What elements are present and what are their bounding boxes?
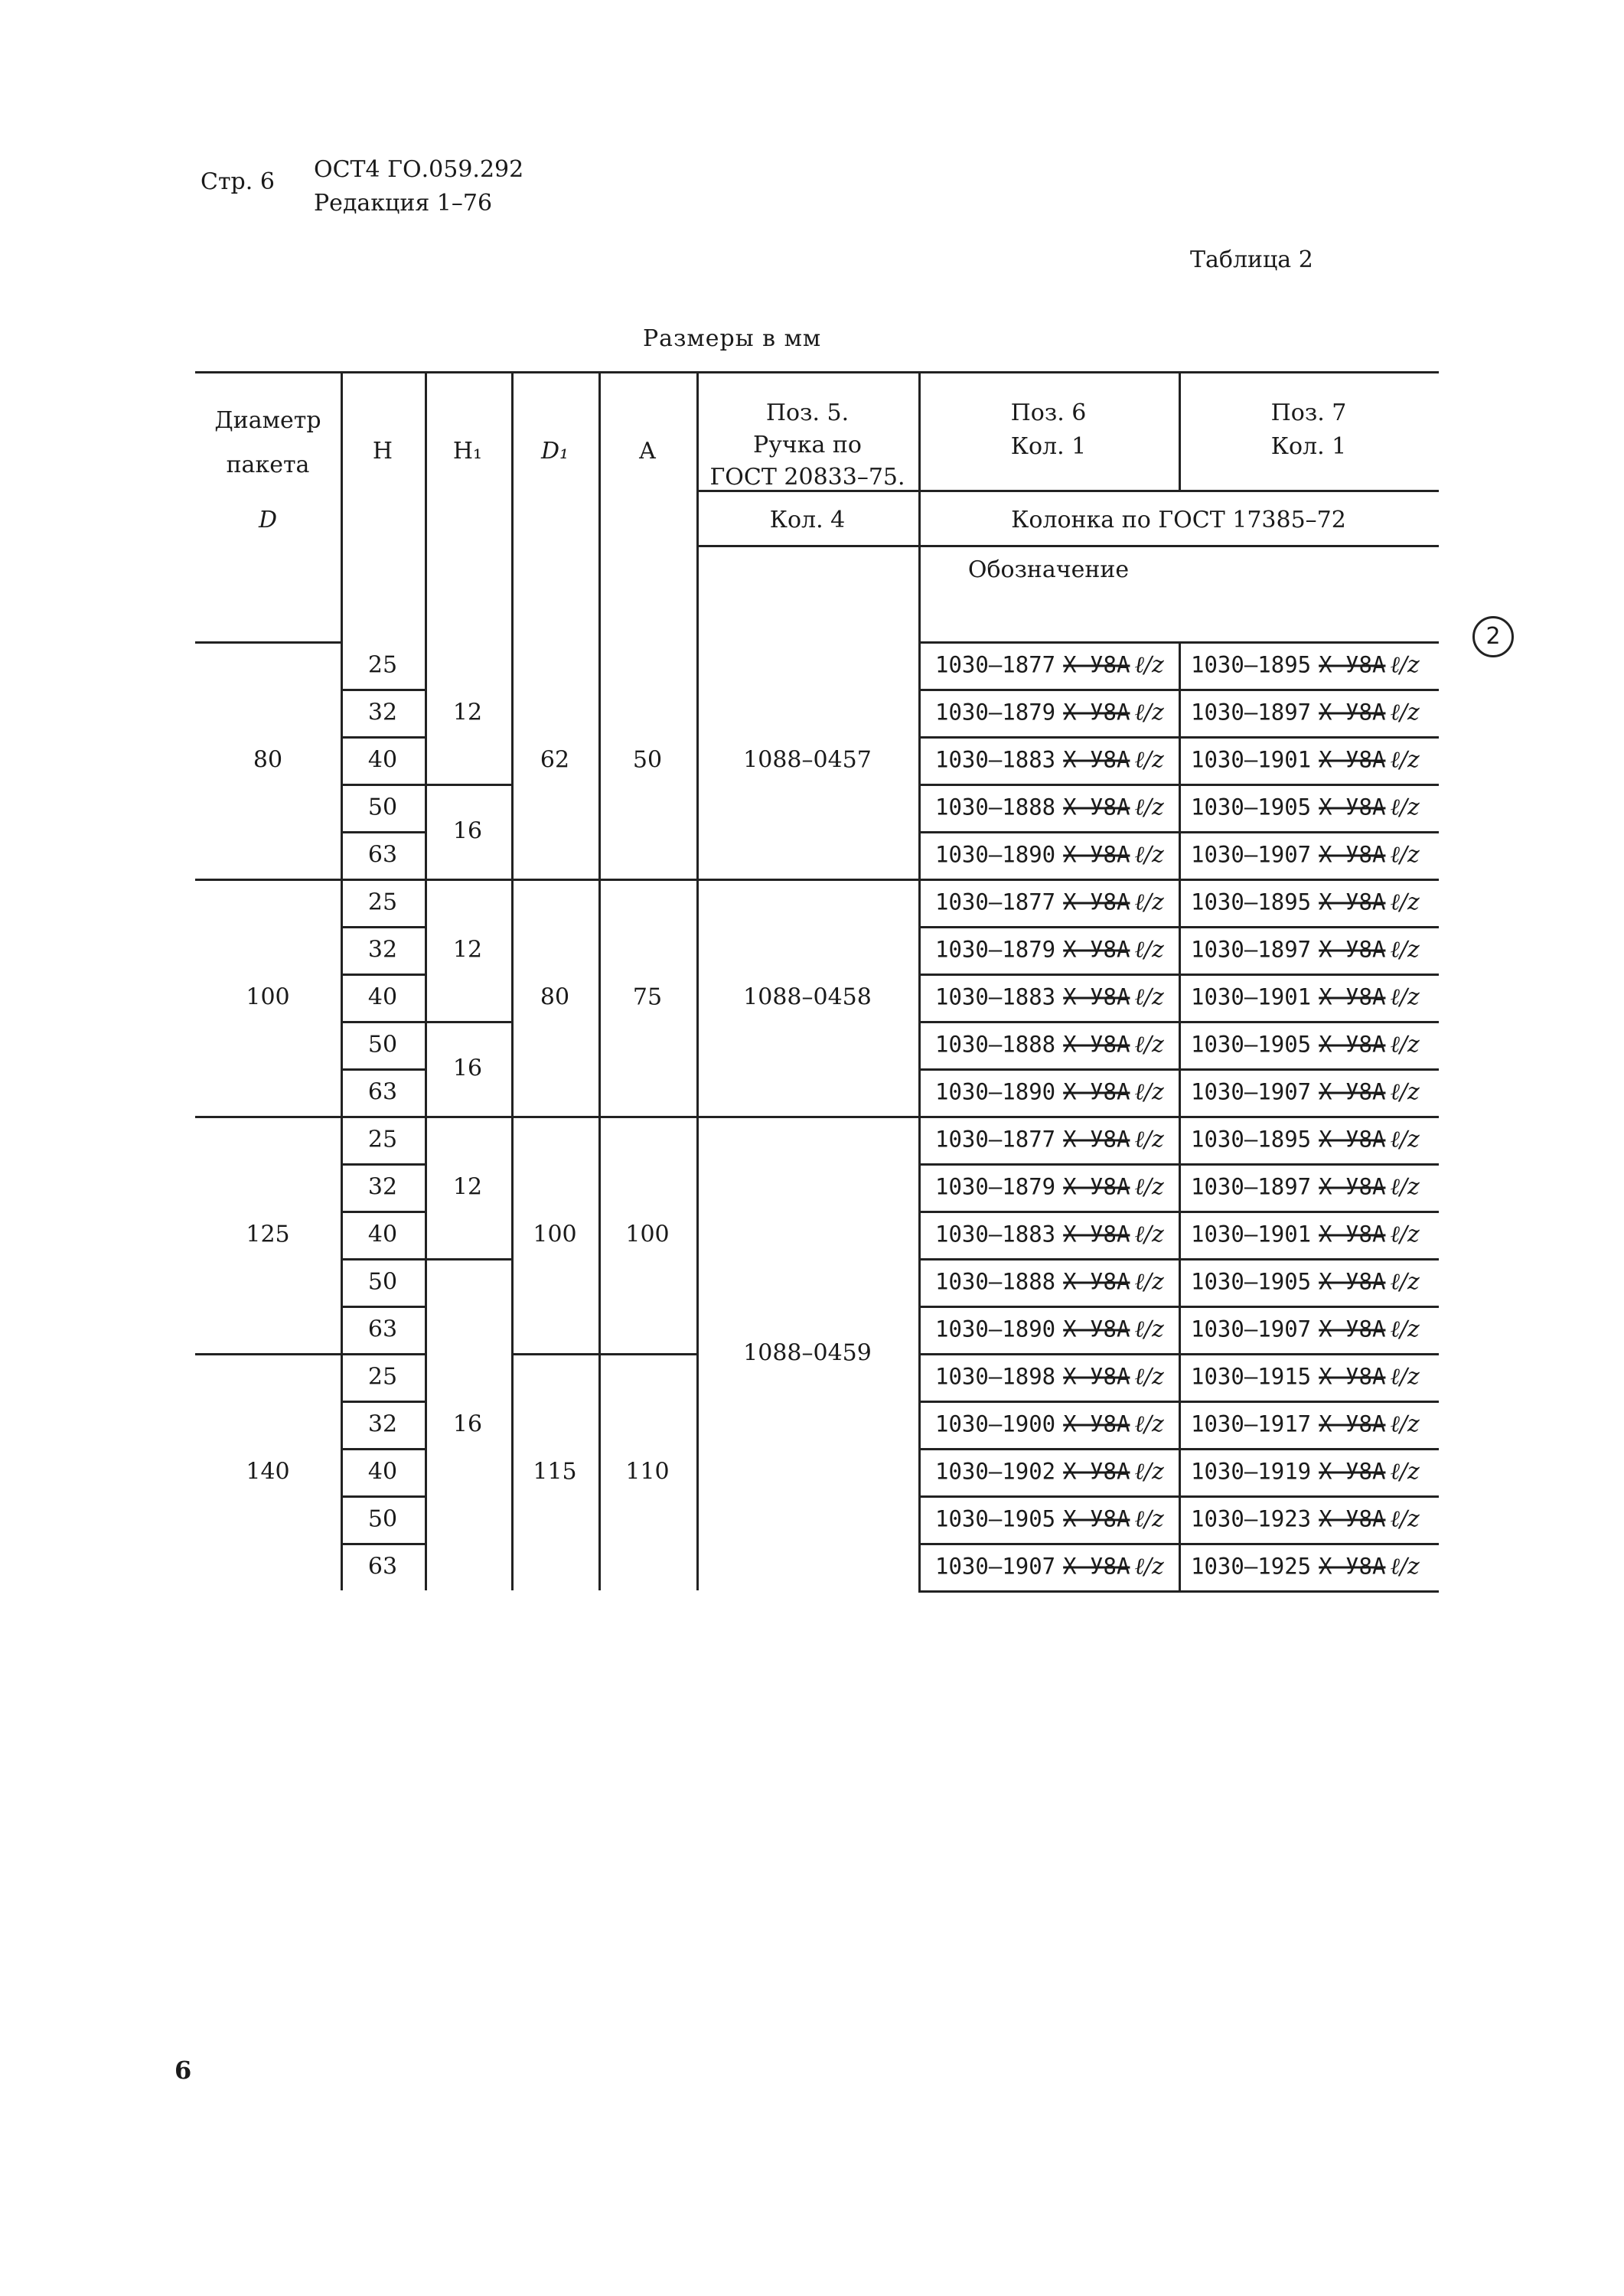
struck-material: Х У8А <box>1319 794 1386 820</box>
designation-code: 1030–1905 <box>1191 1268 1312 1295</box>
struck-material: Х У8А <box>1319 1268 1386 1295</box>
column-header-diameter: пакета <box>226 452 310 478</box>
column-header-pos7: Поз. 7 <box>1270 400 1347 426</box>
group-rule <box>195 1353 341 1355</box>
struck-material: Х У8А <box>1063 1411 1130 1437</box>
correction-mark: ℓ/z <box>1390 1411 1420 1438</box>
designation-code: 1030–1890 <box>935 841 1056 868</box>
designation-code: 1030–1877 <box>935 1126 1056 1153</box>
row-rule <box>341 1211 425 1213</box>
designation-code: 1030–1898 <box>935 1363 1056 1390</box>
column-header-d1: D₁ <box>540 438 569 465</box>
group-rule <box>195 1116 341 1118</box>
correction-mark: ℓ/z <box>1134 699 1164 726</box>
h1-rule <box>425 784 511 786</box>
correction-mark: ℓ/z <box>1390 1458 1420 1486</box>
correction-mark: ℓ/z <box>1134 746 1164 774</box>
row-rule <box>918 1211 1439 1213</box>
struck-material: Х У8А <box>1319 1221 1386 1247</box>
struck-material: Х У8А <box>1063 1031 1130 1058</box>
cell-pos6 <box>935 747 1164 774</box>
group-rule <box>511 1353 696 1355</box>
column-header-h: H <box>372 438 393 465</box>
correction-mark: ℓ/z <box>1134 1316 1164 1343</box>
cell-pos6 <box>935 794 1164 821</box>
row-rule <box>918 1116 1439 1118</box>
table-top-rule <box>195 371 1439 373</box>
cell-h: 63 <box>367 1078 398 1106</box>
cell-pos6 <box>935 937 1164 964</box>
struck-material: Х У8А <box>1319 889 1386 915</box>
cell-h: 32 <box>367 936 398 964</box>
table-rule <box>511 371 514 1590</box>
correction-mark: ℓ/z <box>1390 936 1420 964</box>
designation-code: 1030–1902 <box>935 1458 1056 1485</box>
struck-material: Х У8А <box>1319 651 1386 678</box>
correction-mark: ℓ/z <box>1390 1553 1420 1580</box>
correction-mark: ℓ/z <box>1390 983 1420 1011</box>
designation-code: 1030–1888 <box>935 1268 1056 1295</box>
row-rule <box>341 1258 425 1261</box>
row-rule <box>918 689 1439 691</box>
struck-material: Х У8А <box>1319 1078 1386 1105</box>
struck-material: Х У8А <box>1063 983 1130 1010</box>
struck-material: Х У8А <box>1319 983 1386 1010</box>
cell-pos7 <box>1191 700 1420 726</box>
cell-a: 100 <box>625 1221 670 1248</box>
cell-h: 40 <box>367 1458 398 1486</box>
designation-code: 1030–1895 <box>1191 651 1312 678</box>
cell-pos7 <box>1191 1316 1420 1343</box>
correction-mark: ℓ/z <box>1390 746 1420 774</box>
row-rule <box>341 926 425 928</box>
row-rule <box>341 1495 425 1498</box>
correction-mark: ℓ/z <box>1134 1411 1164 1438</box>
correction-mark: ℓ/z <box>1390 1173 1420 1201</box>
struck-material: Х У8А <box>1063 746 1130 773</box>
cell-pos6 <box>935 1364 1164 1391</box>
designation-code: 1030–1895 <box>1191 889 1312 915</box>
column-header-pos5: ГОСТ 20833–75. <box>709 464 905 491</box>
cell-pos6 <box>935 1411 1164 1438</box>
struck-material: Х У8А <box>1063 889 1130 915</box>
cell-h: 63 <box>367 841 398 869</box>
cell-diameter: 100 <box>246 983 290 1011</box>
correction-mark: ℓ/z <box>1134 651 1164 679</box>
correction-mark: ℓ/z <box>1134 1221 1164 1248</box>
designation-code: 1030–1895 <box>1191 1126 1312 1153</box>
cell-pos7 <box>1191 1079 1420 1106</box>
row-rule <box>918 1306 1439 1308</box>
cell-h: 50 <box>367 1268 398 1296</box>
struck-material: Х У8А <box>1319 841 1386 868</box>
cell-pos7 <box>1191 984 1420 1011</box>
designation-code: 1030–1917 <box>1191 1411 1312 1437</box>
struck-material: Х У8А <box>1063 1553 1130 1580</box>
designation-code: 1030–1877 <box>935 889 1056 915</box>
cell-h: 25 <box>367 889 398 916</box>
correction-mark: ℓ/z <box>1134 1363 1164 1391</box>
struck-material: Х У8А <box>1063 699 1130 726</box>
struck-material: Х У8А <box>1063 1458 1130 1485</box>
cell-h: 32 <box>367 1173 398 1201</box>
header-rule-pos <box>918 490 1439 492</box>
correction-mark: ℓ/z <box>1390 1316 1420 1343</box>
cell-pos6 <box>935 1554 1164 1580</box>
designation-code: 1030–1883 <box>935 1221 1056 1247</box>
designation-code: 1030–1879 <box>935 936 1056 963</box>
column-header-diameter-symbol: D <box>258 507 278 533</box>
correction-mark: ℓ/z <box>1134 841 1164 869</box>
struck-material: Х У8А <box>1063 1078 1130 1105</box>
units-caption: Размеры в мм <box>643 325 822 352</box>
row-rule <box>918 879 1439 881</box>
designation-code: 1030–1883 <box>935 983 1056 1010</box>
cell-pos7 <box>1191 1221 1420 1248</box>
struck-material: Х У8А <box>1063 1126 1130 1153</box>
column-header-designation: Обозначение <box>967 556 1130 583</box>
cell-d1: 115 <box>533 1458 577 1486</box>
correction-mark: ℓ/z <box>1390 1126 1420 1153</box>
correction-mark: ℓ/z <box>1134 1078 1164 1106</box>
group-rule <box>341 1116 918 1118</box>
correction-mark: ℓ/z <box>1134 936 1164 964</box>
designation-code: 1030–1890 <box>935 1078 1056 1105</box>
cell-pos6 <box>935 1032 1164 1058</box>
column-header-pos7: Кол. 1 <box>1270 433 1347 460</box>
column-header-pos6: Поз. 6 <box>1010 400 1087 426</box>
row-rule <box>341 1306 425 1308</box>
designation-code: 1030–1883 <box>935 746 1056 773</box>
correction-mark: ℓ/z <box>1390 1268 1420 1296</box>
designation-code: 1030–1905 <box>1191 794 1312 820</box>
cell-a: 110 <box>625 1458 670 1486</box>
struck-material: Х У8А <box>1063 841 1130 868</box>
row-rule <box>918 736 1439 739</box>
header-rule-std <box>696 545 1439 547</box>
designation-code: 1030–1890 <box>935 1316 1056 1342</box>
cell-pos7 <box>1191 1174 1420 1201</box>
cell-d1: 80 <box>540 983 570 1011</box>
correction-mark: ℓ/z <box>1134 1268 1164 1296</box>
column-header-pos5: Ручка по <box>753 432 862 458</box>
designation-code: 1030–1905 <box>935 1505 1056 1532</box>
designation-code: 1030–1907 <box>1191 1316 1312 1342</box>
cell-h: 50 <box>367 1031 398 1058</box>
cell-h: 50 <box>367 1505 398 1533</box>
table-rule <box>696 371 699 1590</box>
struck-material: Х У8А <box>1319 1173 1386 1200</box>
designation-code: 1030–1901 <box>1191 1221 1312 1247</box>
cell-pos7 <box>1191 1459 1420 1486</box>
cell-pos7 <box>1191 1269 1420 1296</box>
struck-material: Х У8А <box>1319 1553 1386 1580</box>
row-rule <box>341 1353 425 1355</box>
correction-mark: ℓ/z <box>1390 1363 1420 1391</box>
designation-code: 1030–1888 <box>935 794 1056 820</box>
correction-mark: ℓ/z <box>1134 794 1164 821</box>
struck-material: Х У8А <box>1319 699 1386 726</box>
designation-code: 1030–1907 <box>935 1553 1056 1580</box>
row-rule <box>918 974 1439 976</box>
correction-mark: ℓ/z <box>1390 889 1420 916</box>
correction-mark: ℓ/z <box>1134 1031 1164 1058</box>
table-rule <box>918 371 921 1590</box>
column-header-h1: H₁ <box>452 438 483 465</box>
row-rule <box>918 1021 1439 1023</box>
correction-mark: ℓ/z <box>1134 1505 1164 1533</box>
cell-pos7 <box>1191 1506 1420 1533</box>
designation-code: 1030–1915 <box>1191 1363 1312 1390</box>
cell-pos6 <box>935 1269 1164 1296</box>
cell-handle: 1088–0458 <box>743 983 872 1011</box>
row-rule <box>918 926 1439 928</box>
cell-d1: 62 <box>540 746 570 774</box>
table-rule <box>1179 371 1181 490</box>
cell-h: 63 <box>367 1316 398 1343</box>
row-rule <box>918 1401 1439 1403</box>
correction-mark: ℓ/z <box>1134 889 1164 916</box>
cell-pos6 <box>935 1127 1164 1153</box>
designation-code: 1030–1897 <box>1191 1173 1312 1200</box>
row-rule <box>341 831 425 833</box>
designation-code: 1030–1877 <box>935 651 1056 678</box>
cell-pos7 <box>1191 937 1420 964</box>
cell-pos7 <box>1191 794 1420 821</box>
cell-pos7 <box>1191 842 1420 869</box>
designation-code: 1030–1901 <box>1191 746 1312 773</box>
struck-material: Х У8А <box>1063 1221 1130 1247</box>
designation-code: 1030–1888 <box>935 1031 1056 1058</box>
struck-material: Х У8А <box>1319 1316 1386 1342</box>
cell-pos6 <box>935 1459 1164 1486</box>
cell-h: 40 <box>367 1221 398 1248</box>
struck-material: Х У8А <box>1063 1173 1130 1200</box>
cell-a: 50 <box>632 746 663 774</box>
cell-pos7 <box>1191 1127 1420 1153</box>
cell-pos7 <box>1191 1364 1420 1391</box>
cell-h: 25 <box>367 1363 398 1391</box>
cell-h: 50 <box>367 794 398 821</box>
struck-material: Х У8А <box>1319 1505 1386 1532</box>
cell-h: 40 <box>367 983 398 1011</box>
h1-rule <box>425 1258 511 1261</box>
cell-pos6 <box>935 1079 1164 1106</box>
row-rule <box>341 1401 425 1403</box>
designation-code: 1030–1925 <box>1191 1553 1312 1580</box>
struck-material: Х У8А <box>1063 1268 1130 1295</box>
correction-mark: ℓ/z <box>1390 841 1420 869</box>
correction-mark: ℓ/z <box>1390 1031 1420 1058</box>
cell-h: 63 <box>367 1553 398 1580</box>
correction-mark: ℓ/z <box>1390 1505 1420 1533</box>
designation-code: 1030–1897 <box>1191 699 1312 726</box>
cell-pos6 <box>935 1316 1164 1343</box>
correction-mark: ℓ/z <box>1134 983 1164 1011</box>
row-rule <box>918 1353 1439 1355</box>
row-rule <box>918 784 1439 786</box>
cell-h1: 16 <box>452 1411 483 1438</box>
column-header-standard: Колонка по ГОСТ 17385–72 <box>1011 507 1346 533</box>
correction-mark: ℓ/z <box>1134 1173 1164 1201</box>
struck-material: Х У8А <box>1319 936 1386 963</box>
struck-material: Х У8А <box>1063 936 1130 963</box>
column-header-diameter: Диаметр <box>214 407 321 434</box>
correction-mark: ℓ/z <box>1390 699 1420 726</box>
cell-h: 25 <box>367 651 398 679</box>
cell-diameter: 125 <box>246 1221 290 1248</box>
struck-material: Х У8А <box>1063 1316 1130 1342</box>
struck-material: Х У8А <box>1063 651 1130 678</box>
cell-h: 40 <box>367 746 398 774</box>
doc-header <box>314 153 523 220</box>
cell-pos7 <box>1191 1411 1420 1438</box>
cell-pos6 <box>935 889 1164 916</box>
cell-pos7 <box>1191 1032 1420 1058</box>
cell-d1: 100 <box>533 1221 577 1248</box>
correction-mark: ℓ/z <box>1390 1078 1420 1106</box>
row-rule <box>918 1258 1439 1261</box>
cell-h: 32 <box>367 1411 398 1438</box>
struck-material: Х У8А <box>1319 1458 1386 1485</box>
designation-code: 1030–1907 <box>1191 1078 1312 1105</box>
page-label: Стр. 6 <box>201 168 275 195</box>
correction-mark: ℓ/z <box>1134 1553 1164 1580</box>
column-header-a: A <box>639 438 656 465</box>
struck-material: Х У8А <box>1063 1505 1130 1532</box>
row-rule <box>918 1068 1439 1071</box>
row-rule <box>341 689 425 691</box>
struck-material: Х У8А <box>1319 1411 1386 1437</box>
struck-material: Х У8А <box>1063 1363 1130 1390</box>
cell-pos6 <box>935 1506 1164 1533</box>
row-rule <box>918 831 1439 833</box>
designation-code: 1030–1905 <box>1191 1031 1312 1058</box>
group-rule <box>341 879 918 881</box>
row-rule <box>341 974 425 976</box>
table-rule <box>341 371 343 1590</box>
cell-a: 75 <box>632 983 663 1011</box>
column-header-pos6: Кол. 1 <box>1010 433 1087 460</box>
row-rule <box>341 736 425 739</box>
cell-handle: 1088–0459 <box>743 1339 872 1367</box>
h1-rule <box>425 1021 511 1023</box>
designation-code: 1030–1923 <box>1191 1505 1312 1532</box>
group-rule <box>195 879 341 881</box>
cell-h1: 16 <box>452 1055 483 1082</box>
row-rule <box>341 784 425 786</box>
cell-pos7 <box>1191 747 1420 774</box>
designation-code: 1030–1879 <box>935 1173 1056 1200</box>
row-rule <box>341 1163 425 1166</box>
cell-pos7 <box>1191 889 1420 916</box>
table-number: Таблица 2 <box>1190 246 1313 273</box>
struck-material: Х У8А <box>1319 746 1386 773</box>
row-rule <box>918 1543 1439 1545</box>
designation-code: 1030–1901 <box>1191 983 1312 1010</box>
struck-material: Х У8А <box>1319 1031 1386 1058</box>
row-rule <box>918 1590 1439 1593</box>
correction-mark: ℓ/z <box>1134 1458 1164 1486</box>
column-header-pos5-qty: Кол. 4 <box>769 507 846 533</box>
designation-code: 1030–1879 <box>935 699 1056 726</box>
cell-pos6 <box>935 984 1164 1011</box>
cell-pos6 <box>935 1174 1164 1201</box>
cell-pos6 <box>935 700 1164 726</box>
doc-code: ОСТ4 ГО.059.292 <box>314 156 524 183</box>
revision-circle-mark: 2 <box>1472 616 1514 657</box>
designation-code: 1030–1897 <box>1191 936 1312 963</box>
designation-code: 1030–1907 <box>1191 841 1312 868</box>
page-number: 6 <box>174 2056 192 2085</box>
column-header-pos5: Поз. 5. <box>765 400 850 426</box>
cell-h1: 12 <box>452 1173 483 1201</box>
cell-pos7 <box>1191 1554 1420 1580</box>
row-rule <box>918 1495 1439 1498</box>
cell-h: 32 <box>367 699 398 726</box>
correction-mark: ℓ/z <box>1390 651 1420 679</box>
row-rule <box>341 1068 425 1071</box>
correction-mark: ℓ/z <box>1390 1221 1420 1248</box>
revision: Редакция 1–76 <box>314 190 493 217</box>
row-rule <box>918 1163 1439 1166</box>
cell-diameter: 80 <box>253 746 283 774</box>
struck-material: Х У8А <box>1063 794 1130 820</box>
cell-pos6 <box>935 1221 1164 1248</box>
cell-diameter: 140 <box>246 1458 290 1486</box>
cell-h1: 12 <box>452 699 483 726</box>
cell-h: 25 <box>367 1126 398 1153</box>
correction-mark: ℓ/z <box>1134 1126 1164 1153</box>
struck-material: Х У8А <box>1319 1363 1386 1390</box>
cell-pos7 <box>1191 652 1420 679</box>
header-bottom-rule <box>195 641 341 644</box>
row-rule <box>918 1448 1439 1450</box>
row-rule <box>341 1543 425 1545</box>
row-rule <box>341 1448 425 1450</box>
designation-code: 1030–1919 <box>1191 1458 1312 1485</box>
cell-h1: 12 <box>452 936 483 964</box>
correction-mark: ℓ/z <box>1390 794 1420 821</box>
cell-pos6 <box>935 652 1164 679</box>
designation-code: 1030–1900 <box>935 1411 1056 1437</box>
row-rule <box>341 1021 425 1023</box>
cell-pos6 <box>935 842 1164 869</box>
table-rule <box>598 371 601 1590</box>
struck-material: Х У8А <box>1319 1126 1386 1153</box>
cell-handle: 1088–0457 <box>743 746 872 774</box>
table-rule <box>425 371 427 1590</box>
cell-h1: 16 <box>452 817 483 845</box>
